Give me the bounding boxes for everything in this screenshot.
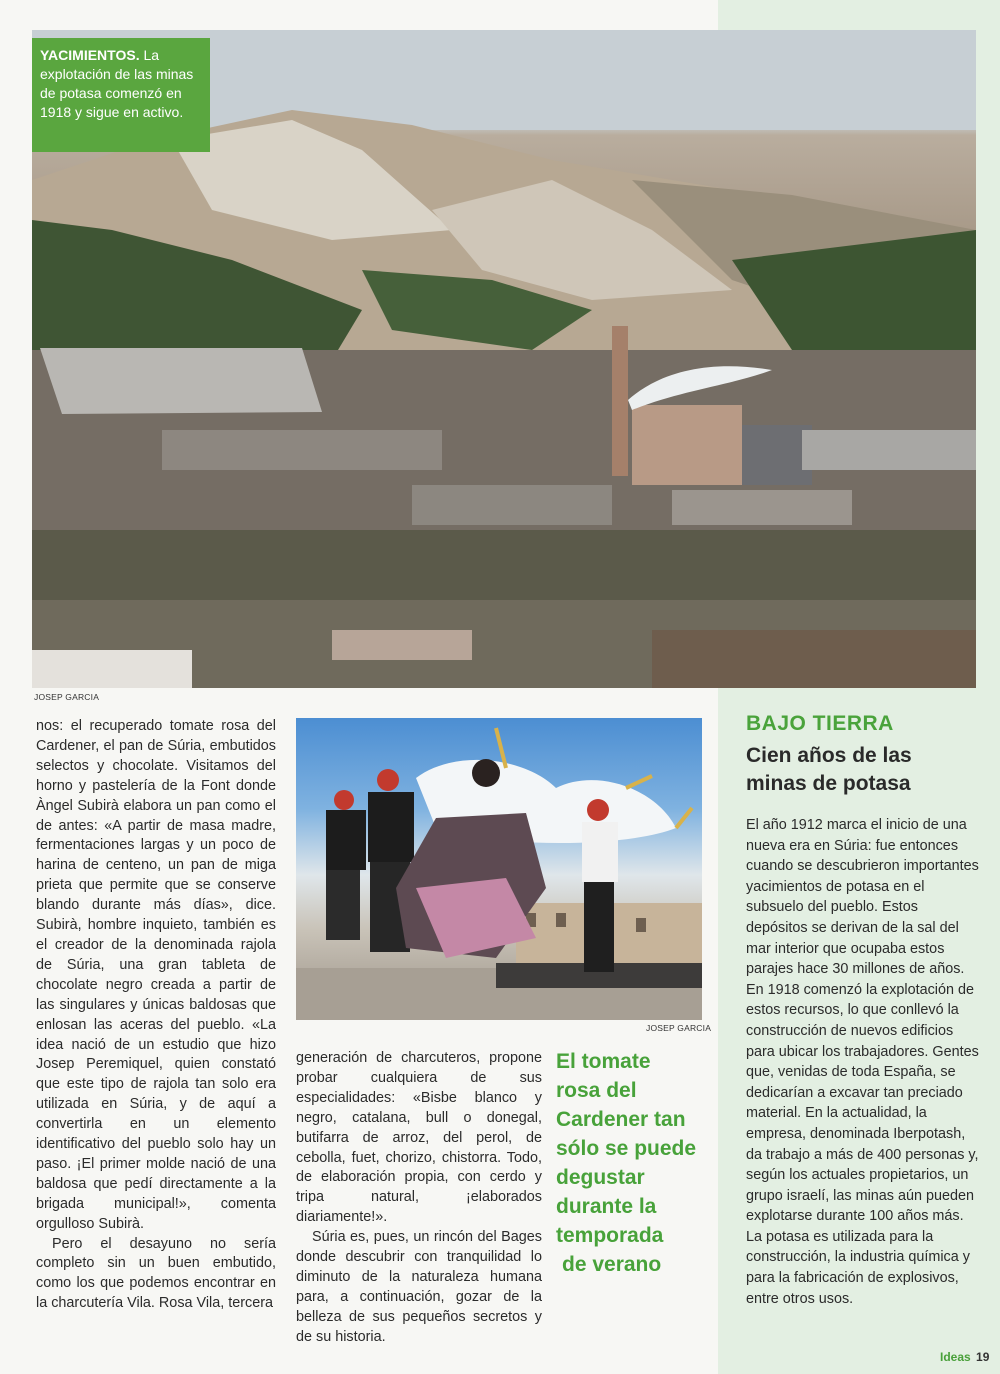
pull-quote-line: de verano [562, 1253, 662, 1276]
sidebar-title: Cien años de las minas de potasa [746, 744, 912, 795]
pull-quote-line: degustar [556, 1166, 645, 1189]
sidebar-kicker: BAJO TIERRA [746, 712, 894, 735]
sidebar-body: El año 1912 marca el inicio de una nueva era en Súria: fue entonces cuando se descubrieron importantes yacimientos de potasa en el subsuelo del pueblo. Estos depósitos se derivan de la sal del mar interior que ocupaba estos parajes hace 30 millones de años. En 1918 comenzó la explotación de estos recursos, lo que conllevó la construcción de nuevos edificios para ubicar los trabajadores. Gentes que, venidas de toda España, se dedicarían a excavar tan preciado material. En la actualidad, la empresa, denominada Iberpotash, da trabajo a más de 400 personas y, según los actuales propietarios, un grupo israelí, las minas aún pueden explotarse durante 100 años más. La potasa es utilizada para la construcción, la industria química y para la fabricación de explosivos, entre otros usos. [746, 817, 979, 1307]
photo-credit: JOSEP GARCIA [34, 692, 100, 702]
magazine-brand: Ideas [940, 1350, 971, 1364]
dance-illustration [296, 718, 702, 1020]
dance-photo-credit: JOSEP GARCIA [646, 1023, 712, 1033]
article-paragraph: Pero el desayuno no sería completo sin un buen embutido, como los que podemos encontrar en la charcutería Vila. Rosa Vila, tercera [36, 1235, 276, 1312]
page-number: 19 [976, 1350, 990, 1364]
pull-quote-line: rosa del [556, 1079, 637, 1102]
article-paragraph: Súria es, pues, un rincón del Bages donde descubrir con tranquilidad lo diminuto de la naturaleza humana para, a continuación, gozar de la belleza de sus pequeños secretos y de su historia. [296, 1229, 542, 1345]
page-footer [940, 1350, 989, 1364]
article-column-1 [36, 717, 276, 1314]
article-column-2 [296, 1049, 542, 1348]
pull-quote-line: El tomate [556, 1050, 651, 1073]
article-paragraph: generación de charcuteros, propone probar cualquiera de sus especialidades: «Bisbe blanco y negro, catalana, bull o donegal, butifarra de arroz, del perol, de cebolla, fuet, chorizo, chistorra. Todo, de elaboración propia, con cerdo y tripa natural, ¡elaborados diariamente!». [296, 1050, 542, 1226]
pull-quote-line: durante la [556, 1195, 657, 1218]
caption-label: YACIMIENTOS. [40, 47, 140, 63]
caption-text: La explotación de las minas de potasa comenzó en 1918 y sigue en activo. [40, 47, 194, 120]
dance-photo [296, 718, 702, 1020]
pull-quote [556, 1047, 716, 1279]
article-paragraph: nos: el recuperado tomate rosa del Cardener, el pan de Súria, embutidos selectos y chocolate. Visitamos del horno y pastelería de la Font donde Àngel Subirà elabora un pan como el de antes: «A partir de masa madre, fermentaciones largas y un poco de harina de centeno, un pan de miga prieta que permite que se conserve blando durante más días», dice. Subirà, hombre inquieto, también es el creador de la denominada rajola de Súria, una gran tableta de chocolate negro creada a partir de las singulares y únicas baldosas que enlosan las aceras del pueblo. «La idea nació de un estudio que hizo Josep Peremiquel, quien constató que este tipo de rajola tan solo era utilizada en Súria, y de aquí a convertirla en un elemento identificativo del pueblo solo hay un paso. ¡El primer molde nació de una baldosa que pedí directamente a la brigada municipal!», comenta orgulloso Subirà. [36, 718, 276, 1232]
photo-caption [32, 38, 210, 152]
pull-quote-line: sólo se puede [556, 1137, 697, 1160]
pull-quote-line: temporada [556, 1224, 664, 1247]
pull-quote-line: Cardener tan [556, 1108, 686, 1131]
